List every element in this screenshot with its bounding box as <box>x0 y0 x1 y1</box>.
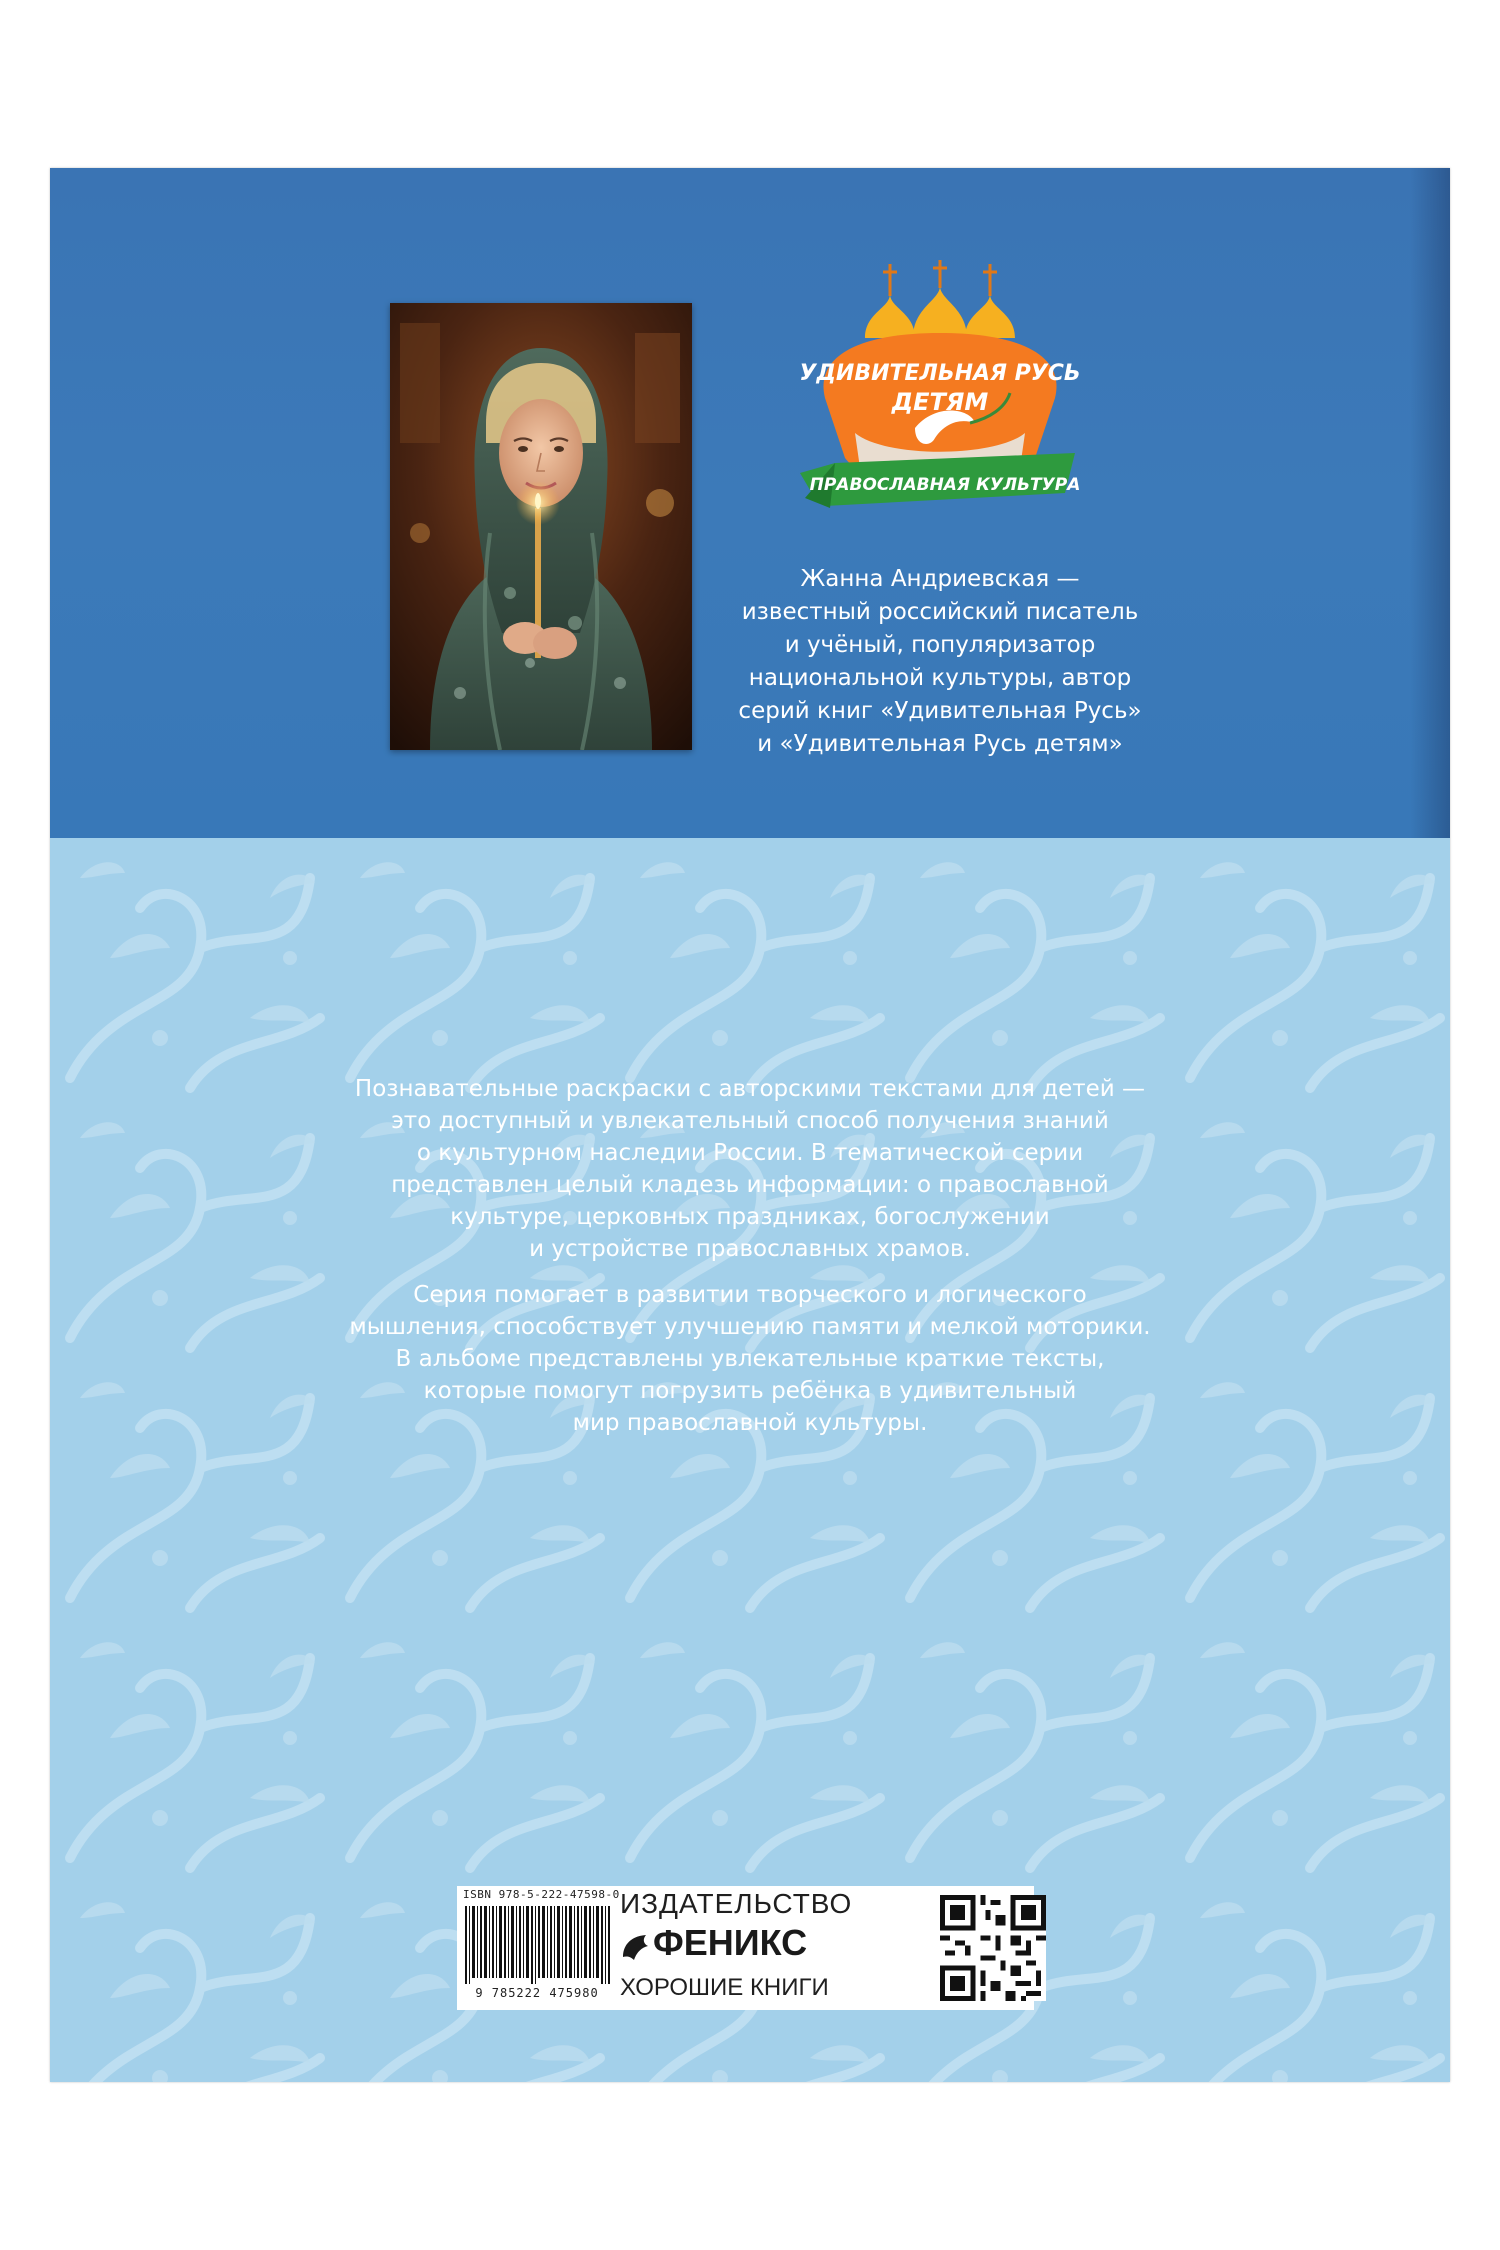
description-line: это доступный и увлекательный способ получения знаний <box>391 1108 1109 1134</box>
author-bio-line: известный российский писатель <box>741 599 1139 625</box>
barcode-icon <box>463 1906 611 1984</box>
description-line: о культурном наследии России. В тематической серии <box>416 1140 1084 1166</box>
author-bio <box>690 563 1190 761</box>
description-line: которые помогут погрузить ребёнка в удивительный <box>423 1378 1077 1404</box>
description-line: культуре, церковных праздниках, богослужении <box>450 1204 1050 1230</box>
series-logo-line1: УДИВИТЕЛЬНАЯ РУСЬ <box>799 361 1081 386</box>
publisher-label: ИЗДАТЕЛЬСТВО <box>620 1888 853 1919</box>
description-line: представлен целый кладезь информации: о православной <box>391 1172 1109 1198</box>
author-bio-line: Жанна Андриевская — <box>800 566 1080 592</box>
qr-code-icon <box>940 1894 1046 2002</box>
publisher-name: ФЕНИКС <box>653 1922 808 1963</box>
publisher-slogan: ХОРОШИЕ КНИГИ <box>620 1974 829 2001</box>
author-bio-line: национальной культуры, автор <box>748 665 1132 691</box>
book-description <box>300 1073 1200 1439</box>
phoenix-logo-icon <box>620 1932 650 1962</box>
series-logo-line2: ДЕТЯМ <box>891 388 989 416</box>
description-line: Познавательные раскраски с авторскими текстами для детей — <box>354 1076 1146 1102</box>
barcode-digits: 9 785222 475980 <box>475 1986 599 2000</box>
isbn-text: ISBN 978-5-222-47598-0 <box>463 1888 620 1901</box>
description-line: мышления, способствует улучшению памяти и мелкой моторики. <box>349 1314 1151 1340</box>
description-line: В альбоме представлены увлекательные краткие тексты, <box>395 1346 1105 1372</box>
series-logo <box>795 258 1085 518</box>
author-bio-line: и «Удивительная Русь детям» <box>757 731 1123 757</box>
description-line: Серия помогает в развитии творческого и логического <box>413 1282 1087 1308</box>
bottom-light-blue-panel <box>50 838 1450 2082</box>
author-bio-line: и учёный, популяризатор <box>784 632 1096 658</box>
author-photo <box>390 303 692 750</box>
author-bio-line: серий книг «Удивительная Русь» <box>738 698 1142 724</box>
book-back-cover <box>50 168 1450 2082</box>
description-line: и устройстве православных храмов. <box>529 1236 971 1262</box>
top-blue-panel <box>50 168 1450 838</box>
series-logo-ribbon: ПРАВОСЛАВНАЯ КУЛЬТУРА <box>809 475 1081 495</box>
publisher-barcode-block <box>457 1886 1034 2010</box>
description-line: мир православной культуры. <box>572 1410 928 1436</box>
